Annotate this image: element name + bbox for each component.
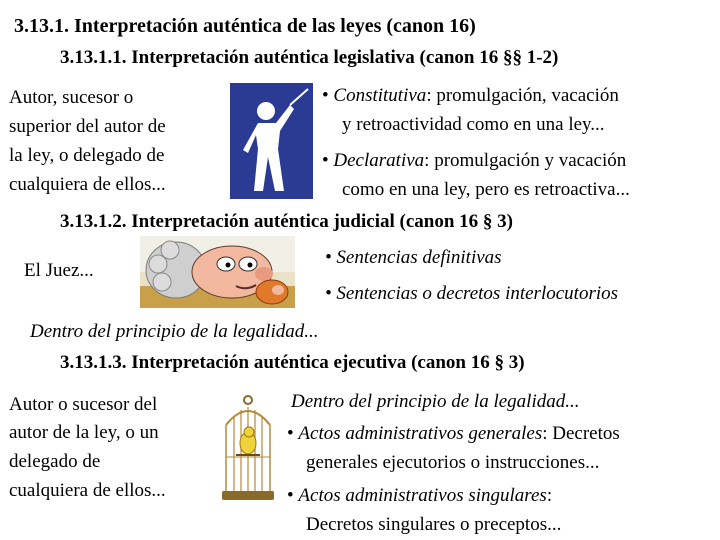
legality-note: Dentro del principio de la legalidad... [30, 321, 319, 342]
legislativa-author-line-2: superior del autor de [9, 116, 166, 137]
ejecutiva-author-line-2: autor de la ley, o un [9, 422, 159, 443]
judge-illustration [140, 236, 295, 308]
item-constitutiva: • Constitutiva: promulgación, vacación [322, 85, 619, 106]
ejecutiva-legality-intro: Dentro del principio de la legalidad... [291, 391, 580, 412]
item-sentencias-definitivas: • Sentencias definitivas [325, 247, 502, 268]
item-actos-generales: • Actos administrativos generales: Decretos [287, 423, 620, 444]
subsection-heading-legislativa: 3.13.1.1. Interpretación auténtica legislativa (canon 16 §§ 1-2) [60, 47, 559, 68]
subsection-heading-judicial: 3.13.1.2. Interpretación auténtica judicial (canon 16 § 3) [60, 211, 513, 232]
birdcage-illustration [218, 395, 278, 505]
item-actos-singulares-line-2: Decretos singulares o preceptos... [306, 514, 562, 535]
item-declarativa-line-2: como en una ley, pero es retroactiva... [342, 179, 630, 200]
subsection-heading-ejecutiva: 3.13.1.3. Interpretación auténtica ejecutiva (canon 16 § 3) [60, 352, 525, 373]
ejecutiva-author-line-3: delegado de [9, 451, 101, 472]
ejecutiva-author-line-1: Autor o sucesor del [9, 394, 158, 415]
item-declarativa: • Declarativa: promulgación y vacación [322, 150, 627, 171]
legislativa-author-line-3: la ley, o delegado de [9, 145, 165, 166]
item-sentencias-interlocutorios: • Sentencias o decretos interlocutorios [325, 283, 619, 304]
legislativa-author-line-4: cualquiera de ellos... [9, 174, 166, 195]
judicial-author: El Juez... [24, 260, 94, 281]
ejecutiva-author-line-4: cualquiera de ellos... [9, 480, 166, 501]
item-constitutiva-line-2: y retroactividad como en una ley... [342, 114, 605, 135]
legislativa-author-line-1: Autor, sucesor o [9, 87, 134, 108]
teacher-pointer-illustration [230, 83, 313, 199]
item-actos-generales-line-2: generales ejecutorios o instrucciones... [306, 452, 600, 473]
section-heading-3-13-1: 3.13.1. Interpretación auténtica de las leyes (canon 16) [14, 15, 476, 37]
item-actos-singulares: • Actos administrativos singulares: [287, 485, 553, 506]
